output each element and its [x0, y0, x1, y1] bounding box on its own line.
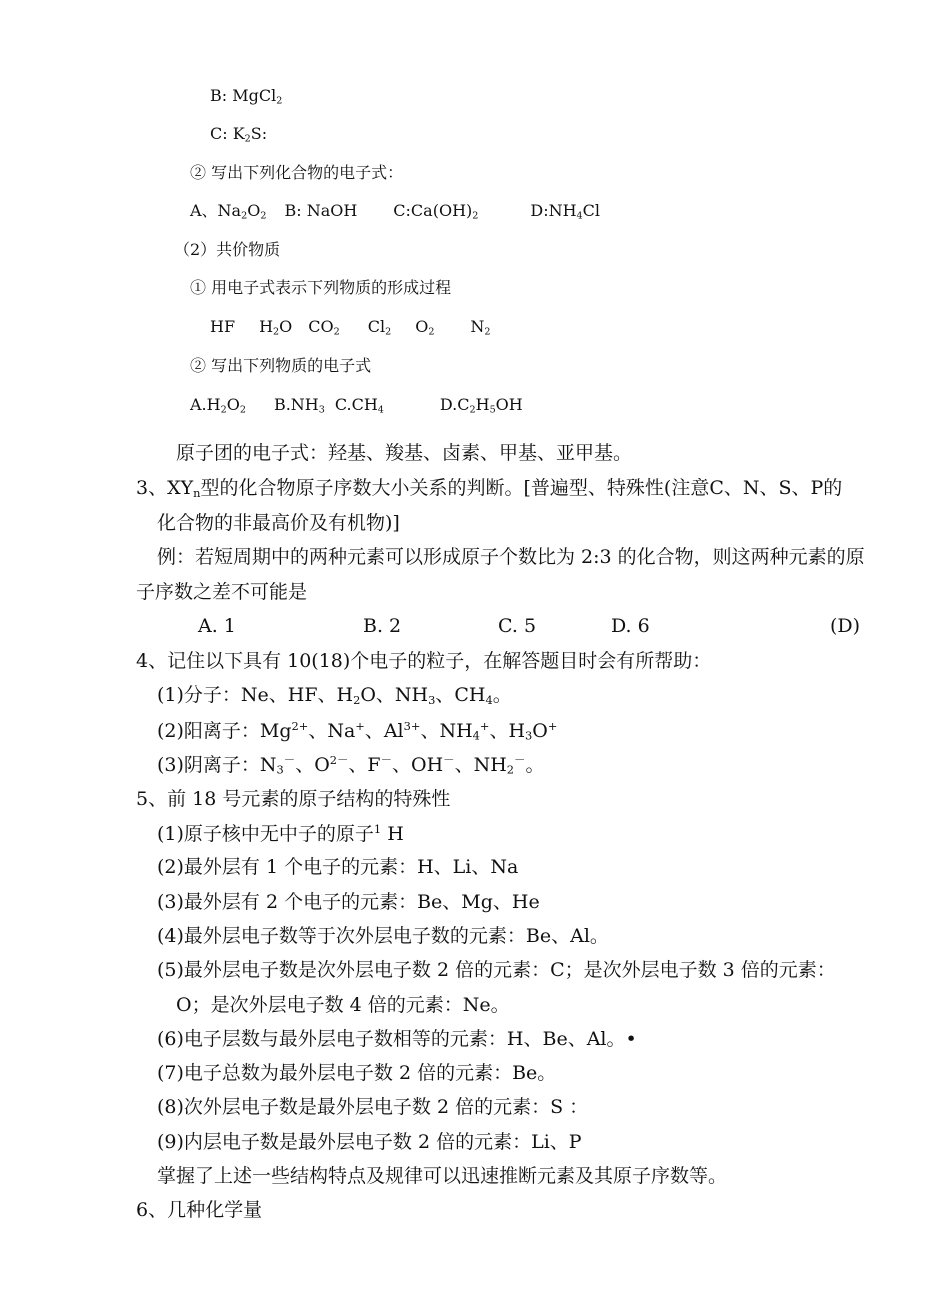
covalent-heading: （2）共价物质	[174, 240, 281, 259]
item-5b: O；是次外层电子数 4 倍的元素：Ne。	[176, 994, 510, 1016]
option-c: C. 5	[498, 615, 537, 637]
section-4-title: 4、记住以下具有 10(18)个电子的粒子，在解答题目时会有所帮助：	[136, 650, 712, 672]
substance-options: $A.H_2O_2$ $B.NH_3$ $C.CH_4$ $D.C_2H_5OH$	[190, 395, 523, 416]
compound-c: $C:Ca(OH)_2$	[393, 201, 479, 222]
item-1: (1)原子核中无中子的原子$^1$ H	[157, 822, 404, 845]
molecule-list: HF $H_2O$ $CO_2$ $Cl_2$ $O_2$ $N_2$	[210, 317, 491, 338]
compound-d: $D:NH_4Cl$	[530, 201, 601, 222]
compound-b: B: NaOH	[284, 201, 358, 220]
item-2: (2)最外层有 1 个电子的元素：H、Li、Na	[157, 856, 519, 878]
k2s-item: C: $K_2S$:	[210, 124, 268, 145]
example-line-1: 例：若短周期中的两种元素可以形成原子个数比为 2:3 的化合物，则这两种元素的原	[157, 546, 865, 568]
option-d: D. 6	[611, 615, 650, 637]
section-3-title-cont: 化合物的非最高价及有机物)]	[157, 512, 400, 534]
anions-line: (3)阴离子：$N_3^-$、$O^{2-}$、F－、OH－、$NH_2^-$。	[157, 753, 545, 777]
item-9: (9)内层电子数是最外层电子数 2 倍的元素：Li、P	[157, 1131, 582, 1153]
item-8: (8)次外层电子数是最外层电子数 2 倍的元素：S ：	[157, 1096, 589, 1118]
compound-list	[190, 203, 600, 221]
cations-line: (2)阳离子：$Mg^{2+}$、Na+、$Al^{3+}$、$NH_4^+$、$H_3O^+$	[157, 719, 558, 743]
item-4: (4)最外层电子数等于次外层电子数的元素：Be、Al。	[157, 925, 609, 947]
mgcl2-item: B: MgCl$_2$	[210, 86, 283, 107]
section-6-title: 6、几种化学量	[136, 1199, 263, 1221]
item-7: (7)电子总数为最外层电子数 2 倍的元素：Be。	[157, 1062, 557, 1084]
section-3-title: 3、$XY_n$型的化合物原子序数大小关系的判断。[普遍型、特殊性(注意C、N、S、P的	[136, 477, 843, 500]
compound-a: A、$Na_2O_2$	[190, 201, 267, 222]
item-6: (6)电子层数与最外层电子数相等的元素：H、Be、Al。•	[157, 1028, 637, 1050]
summary-line: 掌握了上述一些结构特点及规律可以迅速推断元素及其原子序数等。	[157, 1165, 728, 1187]
example-line-2: 子序数之差不可能是	[136, 581, 308, 603]
option-b: B. 2	[363, 615, 402, 637]
write-substances-instruction: ② 写出下列物质的电子式	[190, 356, 372, 375]
item-3: (3)最外层有 2 个电子的元素：Be、Mg、He	[157, 891, 540, 913]
molecules-line: (1)分子：Ne、HF、$H_2O$、$NH_3$、$CH_4$。	[157, 684, 512, 707]
item-5a: (5)最外层电子数是次外层电子数 2 倍的元素：C；是次外层电子数 3 倍的元素：	[157, 959, 836, 981]
answer: (D)	[830, 615, 861, 637]
option-a: A. 1	[198, 615, 236, 637]
formation-instruction: ① 用电子式表示下列物质的形成过程	[190, 278, 452, 297]
section-5-title: 5、前 18 号元素的原子结构的特殊性	[136, 788, 451, 810]
write-compounds-instruction: ② 写出下列化合物的电子式：	[190, 163, 404, 182]
radicals-line: 原子团的电子式：羟基、羧基、卤素、甲基、亚甲基。	[176, 442, 633, 464]
